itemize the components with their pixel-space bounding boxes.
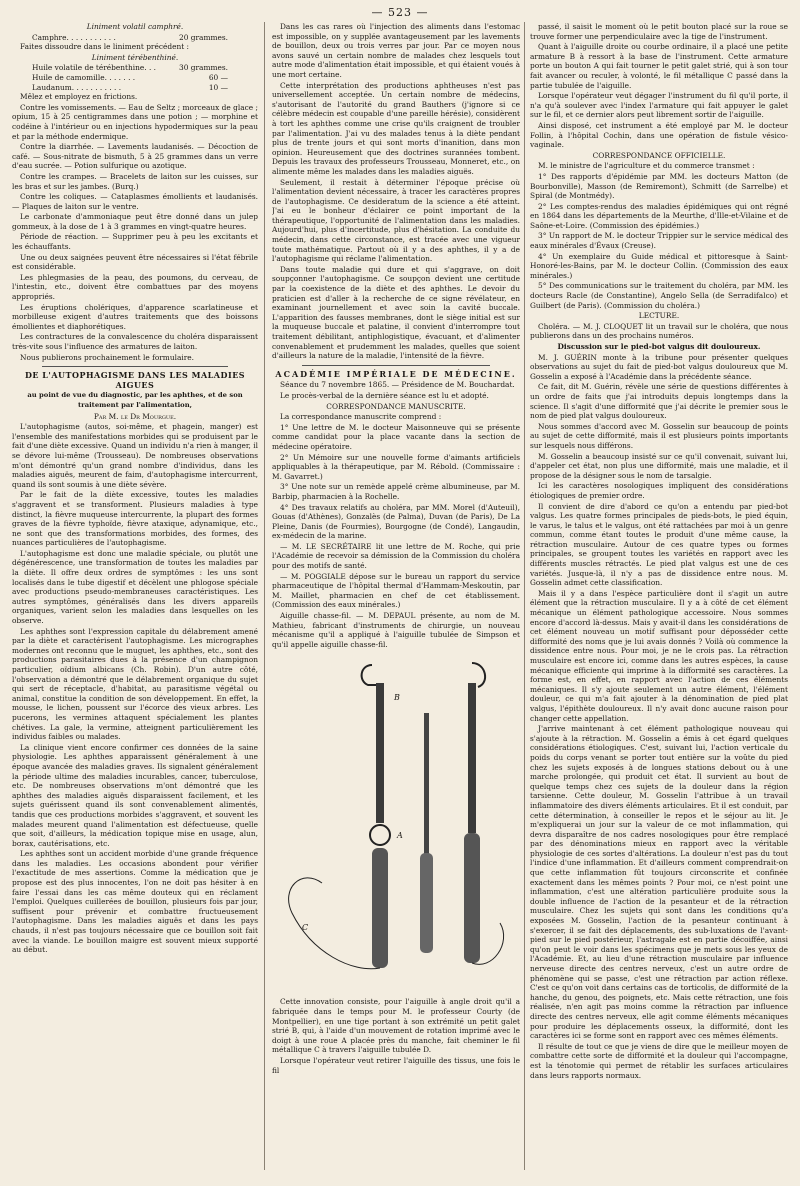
paragraph: Dans les cas rares où l'injection des aliments dans l'estomac est impossible, on y supplée avantageusement par les lavements de bouillon, deux ou trois verres par jour. Par ce moyen nous avons sauvé un certain nombre de malades chez lesquels tout autre mode d'alimentation était impossible, et qui étaient voués à une mort certaine. (272, 22, 520, 79)
column-middle (272, 22, 520, 1170)
recipe-ingredient: Huile volatile de térébenthine. . . (32, 63, 157, 73)
paragraph: Lorsque l'opérateur veut dégager l'instrument du fil qu'il porte, il n'a qu'à soulever avec l'index l'armature qui fait appuyer le galet sur le fil, et ce dernier alors peut librement sortir de l'aiguille. (530, 91, 788, 120)
needle-illustration (272, 653, 520, 993)
recipe-ingredient: Camphre. . . . . . . . . . . (32, 32, 116, 42)
paragraph: Les aphthes sont l'expression capitale du délabrement amené par la diète et caractérisent l'autophagisme. Les micrographes modernes ont reconnu que le muguet, les aphthes, etc., sont des productions parasitaires dues à la présence d'un champignon particulier, oïdium albicans (Ch. Robin). D'un autre côté, l'observation a démontré que le délabrement organique du sujet qui sert de réceptacle, d'habitat, au parasitisme végétal ou animal, constitue la condition de son développement. En effet, la mousse, le lichen, poussent sur l'écorce des vieux arbres. Les pucerons, les vermines attaquent spécialement les plantes chétives. La gale, la vermine, atteignent particulièrement les individus faibles ou malades. (12, 626, 258, 742)
paragraph: Contre les crampes. — Bracelets de laiton sur les cuisses, sur les bras et sur les jambes. (Burq.) (12, 171, 258, 191)
paragraph: 2° Un Mémoire sur une nouvelle forme d'aimants artificiels appliquables à la thérapeutique, par M. Rébold. (Commissaire : M. Gavarret.) (272, 452, 520, 481)
paragraph: L'autophagisme est donc une maladie spéciale, ou plutôt une dégénérescence, une transformation de toutes les maladies par la diète. Il offre deux ordres de symptômes : les uns sont localisés dans le tube digestif et décèlent une phlogose spéciale avec productions pseudo-membraneuses caractéristiques. Les autres symptômes, généralisés dans les divers appareils organiques, varient selon les maladies dans lesquelles on les observe. (12, 548, 258, 626)
paragraph: 4° Des travaux relatifs au choléra, par MM. Morel (d'Auteuil), Gouas (d'Athènes), Gonzalès (de Palma), Duvan (de Paris), De La Pleine, Danis (de Fourmies), Bourgogne (de Condé), Langaudin, ex-médecin de la marine. (272, 502, 520, 541)
recipe-title: Liniment térébenthiné. (91, 52, 179, 62)
paragraph: Faites dissoudre dans le liniment précédent : (20, 42, 190, 52)
figure-label-b: B (394, 693, 400, 703)
instrument-figure (272, 653, 520, 993)
paragraph: 3° Un rapport de M. le docteur Trippier sur le service médical des eaux minérales d'Évaux (Creuse). (530, 231, 788, 251)
paragraph: J'arrive maintenant à cet élément pathologique nouveau qui s'ajoute à la rétraction. M. Gosselin a émis à cet égard quelques considérations étiologiques. C'est, suivant lui, l'action verticale du poids du corps venant se porter tout entière sur la voûte du pied chez les sujets exposés à de longues stations debout ou à une marche prolongée, qui produit cet état. Il survient au bout de quelque temps chez ces sujets de la douleur dans la région tarsienne. Cette douleur, M. Gosselin l'attribue à un travail inflammatoire des divers éléments articulaires. Et il est conduit, par cette détermination, à conseiller le repos et le séjour au lit. Je m'expliquerai un jour sur la valeur de ce mot inflammation, qui devra disparaître de nos cadres nosologiques pour être remplacé par des dénominations mieux en rapport avec la véritable physiologie de ces sortes d'altérations. La douleur n'est pas du tout l'indice d'une inflammation. Et d'ailleurs comment comprendrait-on que cette inflammation fût toujours circonscrite et confinée exactement dans les mêmes points ? Pour moi, ce n'est point une inflammation, c'est une altération particulière produite sous la double influence de l'action de la pesanteur et de la rétraction musculaire. Chez les sujets qui sont dans les conditions qu'a exposées M. Gosselin, l'action de la pesanteur continuant à s'exercer, il se fait des déplacements, des sub-luxations de l'avant-pied sur le pied postérieur, l'astragale est en partie décoiffée, ainsi qu'on peut le voir dans les spécimens que je mets sous les yeux de l'Académie. Et, au lieu d'une rétraction musculaire par influence nerveuse directe des centres nerveux, c'est un autre ordre de phénomène qui se passe, c'est une rétraction par action réflexe. C'est ce qu'on voit dans certains cas de torticolis, de difformité de la hanche, du genou, des poignets, etc. Mais cette rétraction, une fois réalisée, n'en agit pas moins comme la rétraction par influence directe des centres nerveux, elle agit comme éléments mécaniques pour produire les déplacements osseux, la difformité, dont les caractères ici se forme sont en rapport avec ces mêmes éléments. (530, 724, 788, 1041)
paragraph: Contre les vomissements. — Eau de Seltz ; morceaux de glace ; opium, 15 à 25 centigrammes dans une potion ; — morphine et codéine à l'intérieur ou en injections hypodermiques sur la peau et par la méthode endermique. (12, 102, 258, 141)
paragraph: Le procès-verbal de la dernière séance est lu et adopté. (280, 390, 489, 400)
paragraph: 2° Les comptes-rendus des maladies épidémiques qui ont régné en 1864 dans les départements de la Meurthe, d'Ille-et-Vilaine et de Saône-et-Loire. (Commission des épidémies.) (530, 201, 788, 230)
recipe-line (12, 33, 258, 43)
recipe-quantity: 60 — (208, 72, 228, 82)
subsection-title: CORRESPONDANCE OFFICIELLE. (592, 150, 726, 160)
discussion-title: Discussion sur le pied-bot valgus dit douloureux. (557, 342, 761, 351)
handle (372, 848, 388, 968)
paragraph: Les phlegmasies de la peau, des poumons, du cerveau, de l'intestin, etc., doivent être combattues par des moyens appropriés. (12, 272, 258, 302)
paragraph: La correspondance manuscrite comprend : (280, 412, 442, 422)
recipe-ingredient: Laudanum. . . . . . . . . . . (32, 82, 122, 92)
paragraph: Aiguille chasse-fil. — M. DEPAUL présente, au nom de M. Mathieu, fabricant d'instruments de chirurgie, un nouveau mécanisme qu'il a appliqué à l'aiguille tubulée de Simpson et qu'il appelle aiguille chasse-fil. (272, 611, 520, 649)
paragraph: Dans toute maladie qui dure et qui s'aggrave, on doit soupçonner l'autophagisme. Ce soupçon devient une certitude par la coexistence de la diète et des aphthes. Le devoir du praticien est d'aller à la recherche de ce signe révélateur, en examinant journellement et avec soin la cavité buccale. L'apparition des fausses membranes, dont le siège initial est sur la muqueuse buccale et palatine, il convient d'interrompre tout traitement débilitant, antiphlogistique, évacuant, et d'alimenter convenablement et prudemment les malades, quelles que soient d'ailleurs la nature de la maladie, l'intensité de la fièvre. (272, 264, 520, 361)
column-right (530, 22, 788, 1170)
recipe-line (12, 73, 258, 83)
paragraph: Choléra. — M. J. CLOQUET lit un travail sur le choléra, que nous publierons dans un des prochains numéros. (530, 321, 788, 341)
paragraph: — M. POGGIALE dépose sur le bureau un rapport du service pharmaceutique de l'hôpital thermal d'Hammam-Meskoutin, par M. Maillet, pharmacien en chef de cet établissement. (Commission des eaux minérales.) (272, 571, 520, 610)
article-author: Par M. le Dr Mourgue. (93, 411, 177, 421)
paragraph: M. J. GUÉRIN monte à la tribune pour présenter quelques observations au sujet du fait de pied-bot valgus douloureux que M. Gosselin a exposé à l'Académie dans la précédente séance. (530, 352, 788, 381)
paragraph: Les éruptions cholériques, d'apparence scarlatineuse et morbilleuse exigent d'autres traitements que des boissons émollientes et diaphorétiques. (12, 302, 258, 331)
section-title: ACADÉMIE IMPÉRIALE DE MÉDECINE. (275, 368, 517, 379)
wheel (370, 825, 390, 845)
needle-shaft (468, 683, 476, 833)
paragraph: Seulement, il restait à déterminer l'époque précise où l'alimentation devient nécessaire, à tracer les caractères propres de l'autophagisme. Ce desideratum de la science a été atteint. J'ai eu le bonheur d'éclairer ce point important de la thérapeutique, l'opportunité de l'alimentation dans les maladies. Aujourd'hui, plus d'incertitude, plus d'hésitation. La conduite du médecin, dans cette circonstance, est tracée avec une vigueur toute mathématique. Partout où il y a des aphthes, il y a de l'autophagisme qui réclame l'alimentation. (272, 177, 520, 264)
recipe-ingredient: Huile de camomille. . . . . . . (32, 72, 136, 82)
recipe-quantity: 10 — (208, 82, 228, 92)
paragraph: Il convient de dire d'abord ce qu'on a entendu par pied-bot valgus. Les quatre formes principales de pieds-bots, le pied équin, le varus, le talus et le valgus, ont été rattachées par moi à un genre commun, comme étant toutes le produit d'une même cause, la rétraction musculaire. Autour de ces quatre types ou formes principales, se groupent toutes les variétés en rapport avec les différents muscles rétractés. Le pied plat valgus est une de ces variétés. Jusque-là, il n'y a pas de dissidence entre nous. M. Gosselin admet cette classification. (530, 501, 788, 588)
paragraph: Les contractures de la convalescence du choléra disparaissent très-vite sous l'influence des armatures de laiton. (12, 332, 258, 351)
handle (464, 833, 480, 963)
column-divider (524, 22, 525, 1170)
recipe-title: Liniment volatil camphré. (86, 22, 184, 31)
paragraph: 1° Une lettre de M. le docteur Maisonneuve qui se présente comme candidat pour la place vacante dans la section de médecine opératoire. (272, 422, 520, 451)
column-left (12, 22, 258, 1170)
paragraph: Période de réaction. — Supprimer peu à peu les excitants et les échauffants. (12, 232, 258, 252)
figure-label-a: A (397, 831, 403, 841)
page-number: — 523 — (371, 6, 429, 19)
column-divider (264, 22, 265, 1170)
paragraph: Ici les caractères nosologiques impliquent des considérations étiologiques de premier ordre. (530, 481, 788, 500)
paragraph: Nous sommes d'accord avec M. Gosselin sur beaucoup de points au sujet de cette difformité, mais il est plusieurs points importants sur lesquels nous différons. (530, 421, 788, 450)
session-line: Séance du 7 novembre 1865. — Présidence de M. Bouchardat. (280, 380, 515, 390)
paragraph: Contre les coliques. — Cataplasmes émollients et laudanisés. — Plaques de laiton sur le ventre. (12, 192, 258, 211)
paragraph: Cette innovation consiste, pour l'aiguille à angle droit qu'il a fabriquée dans le temps pour M. le professeur Courty (de Montpellier), en une tige portant à son extrémité un petit galet strié B, qui, à l'aide d'un mouvement de rotation imprimé avec le doigt à une roue A placée près du manche, fait cheminer le fil métallique C à travers l'aiguille tubulée D. (272, 997, 520, 1055)
paragraph: passé, il saisit le moment où le petit bouton placé sur la roue se trouve former une perpendiculaire avec la tige de l'instrument. (530, 22, 788, 41)
paragraph: 5° Des communications sur le traitement du choléra, par MM. les docteurs Racle (de Constantine), Angelo Sella (de Serradifalco) et Guilbert (de Paris). (Commission du choléra.) (530, 281, 788, 310)
paragraph: Cette interprétation des productions aphtheuses n'est pas universellement acceptée. Un certain nombre de médecins, s'autorisant de l'autorité du grand Bauthers (j'ignore si ce célèbre médecin est coupable d'une pareille hérésie), considèrent à tort les aphthes comme une crise qu'ils craignent de troubler par l'alimentation. J'ai vu des malades tenus à la diète pendant plus de trente jours et qui sont morts d'inanition, dans mon opinion. Heureusement que des doctrines surannées tombent. Depuis les travaux des professeurs Trousseau, Monneret, etc., on alimente même les malades dans les maladies aiguës. (272, 80, 520, 176)
paragraph: M. le ministre de l'agriculture et du commerce transmet : (538, 161, 755, 171)
recipe-line (12, 83, 258, 93)
paragraph: 1° Des rapports d'épidémie par MM. les docteurs Matton (de Bourbonville), Masson (de Remiremont), Schmitt (de Sarrelbe) et Spiral (de Montmédy). (530, 171, 788, 201)
paragraph: Mais il y a dans l'espèce particulière dont il s'agit un autre élément que la rétraction musculaire. Il y a à côté de cet élément mécanique un élément pathologique accessoire. Nous sommes encore d'accord là-dessus. Mais y avait-il dans les considérations de cet élément nouveau un motif suffisant pour déposséder cette difformité des noms que je lui avais donnés ? Voilà où commence la dissidence entre nous. Pour moi, je ne le crois pas. La rétraction musculaire est encore ici, comme dans les autres espèces, la cause mécanique efficiente qui imprime à la difformité ses caractères. La forme est, en effet, en rapport avec l'action de ces éléments mécaniques. Il s'y ajoute seulement un autre élément, l'élément douleur, ce qui m'a fait ajouter à la dénomination de pied plat valgus, l'épithète douloureux. Il n'y avait donc aucune raison pour changer cette appellation. (530, 588, 788, 723)
paragraph: Il résulte de tout ce que je viens de dire que le meilleur moyen de combattre cette sorte de difformité et la douleur qui l'accompagne, est la ténotomie qui permet de rétablir les surfaces articulaires dans leurs rapports normaux. (530, 1041, 788, 1080)
paragraph: Nous publierons prochainement le formulaire. (20, 352, 194, 362)
paragraph: 3° Une note sur un remède appelé crème albumineuse, par M. Barbip, pharmacien à la Rochelle. (272, 482, 520, 501)
section-rule (42, 366, 228, 367)
paragraph: Ainsi disposé, cet instrument a été employé par M. le docteur Follin, à l'hôpital Cochin, dans une opération de fistule vésico-vaginale. (530, 120, 788, 150)
section-rule (302, 365, 490, 366)
paragraph: Le carbonate d'ammoniaque peut être donné dans un julep gommeux, à la dose de 1 à 3 grammes en vingt-quatre heures. (12, 212, 258, 231)
paragraph: Une ou deux saignées peuvent être nécessaires si l'état fébrile est considérable. (12, 252, 258, 272)
paragraph: Les aphthes sont un accident morbide d'une grande fréquence dans les maladies. Les occasions abondent pour vérifier l'exactitude de mes assertions. Comme la médication que je propose est des plus innocentes, l'on ne doit pas hésiter à en faire l'essai dans les cas même douteux qui en réclament l'emploi. Quelques cuillerées de bouillon, plusieurs fois par jour, suffisent pour prévenir et combattre fructueusement l'autophagisme. Dans les maladies aiguës et dans les pays chauds, il n'est pas toujours nécessaire que ce bouillon soit fait avec la viande. Le bouillon maigre est souvent mieux supporté au début. (12, 849, 258, 955)
subsection-title: LECTURE. (638, 311, 680, 321)
paragraph: Ce fait, dit M. Guérin, révèle une série de questions différentes à un ordre de faits que j'ai introduits depuis longtemps dans la science. Il s'agit d'une difformité que j'ai décrite le premier sous le nom de pied plat valgus douloureux. (530, 382, 788, 421)
paragraph: Quant à l'aiguille droite ou courbe ordinaire, il a placé une petite armature B à ressort à la base de l'instrument. Cette armature porte un bouton A qui fait tourner le petit galet strié, qui à son tour fait avancer ou reculer, à volonté, le fil métallique C passé dans la partie tubulée de l'aiguille. (530, 42, 788, 90)
needle-shaft (376, 683, 384, 823)
subsection-title: CORRESPONDANCE MANUSCRITE. (326, 401, 466, 411)
needle-hook (362, 665, 382, 685)
paragraph: 4° Un exemplaire du Guide médical et pittoresque à Saint-Honoré-les-Bains, par M. le docteur Collin. (Commission des eaux minérales.) (530, 251, 788, 280)
recipe-quantity: 30 grammes. (179, 63, 228, 73)
article-title: DE L'AUTOPHAGISME DANS LES MALADIES AIGUES (24, 370, 246, 390)
figure-label-c: C (302, 923, 309, 933)
paragraph: La clinique vient encore confirmer ces données de la saine physiologie. Les aphthes apparaissent généralement à une époque avancée des maladies graves. Ils signalent généralement la période ultime des maladies incurables, cancer, tuberculose, etc. De nombreuses observations m'ont démontré que les aphthes des maladies aiguës disparaissent facilement, et les sujets guérissent quand ils sont convenablement alimentés, tandis que ces productions morbides s'aggravent, et souvent les malades meurent quand l'alimentation est défectueuse, quelle que soit, d'ailleurs, la médication topique mise en usage, alun, borax, cautérisations, etc. (12, 742, 258, 848)
recipe-quantity: 20 grammes. (179, 32, 228, 42)
paragraph: L'autophagisme (autos, soi-même, et phagein, manger) est l'ensemble des manifestations morbides qui se produisent par le fait d'une diète excessive. Quand un individu n'a rien à manger, il se dévore lui-même (Trousseau). De nombreuses observations m'ont démontré qu'un grand nombre d'individus, dans les maladies aiguës, meurent de faim, d'autophagisme intercurrent, quand ils sont soumis à une diète sévère. (12, 422, 258, 489)
paragraph: Par le fait de la diète excessive, toutes les maladies s'aggravent et se transforment. Plusieurs maladies à type distinct, la fièvre muqueuse intercurrente, la plupart des formes graves de la fièvre typhoïde, fièvre ataxique, adynamique, etc., ne sont que des transformations morbides, des formes, des nuances particulières de l'autophagisme. (12, 490, 258, 548)
paragraph: Mêlez et employez en frictions. (20, 92, 138, 102)
article-subtitle: au point de vue du diagnostic, par les aphthes, et de son traitement par l'alimentation, (27, 391, 243, 409)
recipe-line (12, 63, 258, 73)
handle (420, 853, 433, 953)
paragraph: Contre la diarrhée. — Lavements laudanisés. — Décoction de café. — Sous-nitrate de bismuth, 5 à 25 grammes dans un verre d'eau sucrée. — Potion sulfurique ou azotique. (12, 142, 258, 171)
paragraph: Lorsque l'opérateur veut retirer l'aiguille des tissus, une fois le fil (272, 1055, 520, 1075)
paragraph: — M. LE SECRÉTAIRE lit une lettre de M. Roche, qui prie l'Académie de recevoir sa démission de la Commission du choléra pour des motifs de santé. (272, 541, 520, 571)
paragraph: M. Gosselin a beaucoup insisté sur ce qu'il convenait, suivant lui, d'appeler cet état, non plus une difformité, mais une maladie, et il propose de la désigner sous le nom de tarsalgie. (530, 451, 788, 480)
